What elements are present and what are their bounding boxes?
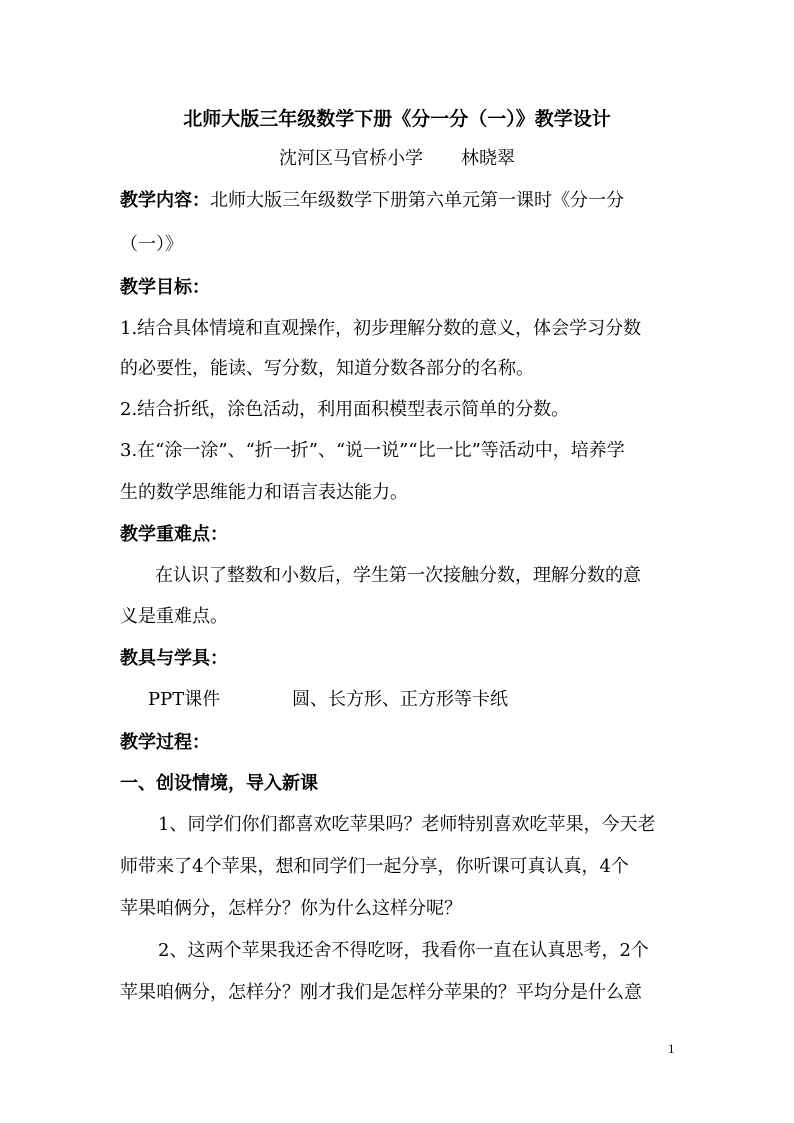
section-1-heading: 一、创设情境，导入新课 <box>120 773 318 794</box>
content-text-cont: （一）》 <box>120 234 183 255</box>
author-name: 林晓翠 <box>461 148 515 169</box>
paragraph-2-line-1: 2、这两个苹果我还舍不得吃呀，我看你一直在认真思考，2个 <box>158 940 649 961</box>
goal-3-line-2: 生的数学思维能力和语言表达能力。 <box>120 482 408 503</box>
school-name: 沈河区马官桥小学 <box>279 148 423 169</box>
content-line <box>120 188 680 214</box>
paragraph-2-line-2: 苹果咱俩分，怎样分？刚才我们是怎样分苹果的？平均分是什么意 <box>120 982 642 1003</box>
goal-1-line-2: 的必要性，能读、写分数，知道分数各部分的名称。 <box>120 358 534 379</box>
tool-ppt: PPT课件 <box>148 689 221 710</box>
difficulty-heading: 教学重难点： <box>120 524 228 545</box>
content-text: 北师大版三年级数学下册第六单元第一课时《分一分 <box>210 190 624 211</box>
difficulty-line-2: 义是重难点。 <box>120 606 228 627</box>
goal-3-line-1: 3.在“涂一涂”、“折一折”、“说一说”“比一比”等活动中，培养学 <box>120 440 625 461</box>
tool-cards: 圆、长方形、正方形等卡纸 <box>292 689 508 710</box>
document-title: 北师大版三年级数学下册《分一分（一）》教学设计 <box>183 108 611 130</box>
paragraph-1-line-3: 苹果咱俩分，怎样分？你为什么这样分呢？ <box>120 898 462 919</box>
goal-2: 2.结合折纸，涂色活动，利用面积模型表示简单的分数。 <box>120 399 570 420</box>
paragraph-1-line-1: 1、同学们你们都喜欢吃苹果吗？老师特别喜欢吃苹果，今天老 <box>158 814 656 835</box>
content-heading: 教学内容： <box>120 190 210 211</box>
page-number: 1 <box>668 1041 675 1056</box>
tools-heading: 教具与学具： <box>120 648 228 669</box>
author-line <box>0 146 794 172</box>
difficulty-line-1: 在认识了整数和小数后，学生第一次接触分数，理解分数的意 <box>155 565 641 586</box>
goals-heading: 教学目标： <box>120 277 210 298</box>
process-heading: 教学过程： <box>120 732 210 753</box>
paragraph-1-line-2: 师带来了4个苹果，想和同学们一起分享，你听课可真认真，4个 <box>120 856 629 877</box>
goal-1-line-1: 1.结合具体情境和直观操作，初步理解分数的意义，体会学习分数 <box>120 318 642 339</box>
tools-line <box>148 687 708 713</box>
